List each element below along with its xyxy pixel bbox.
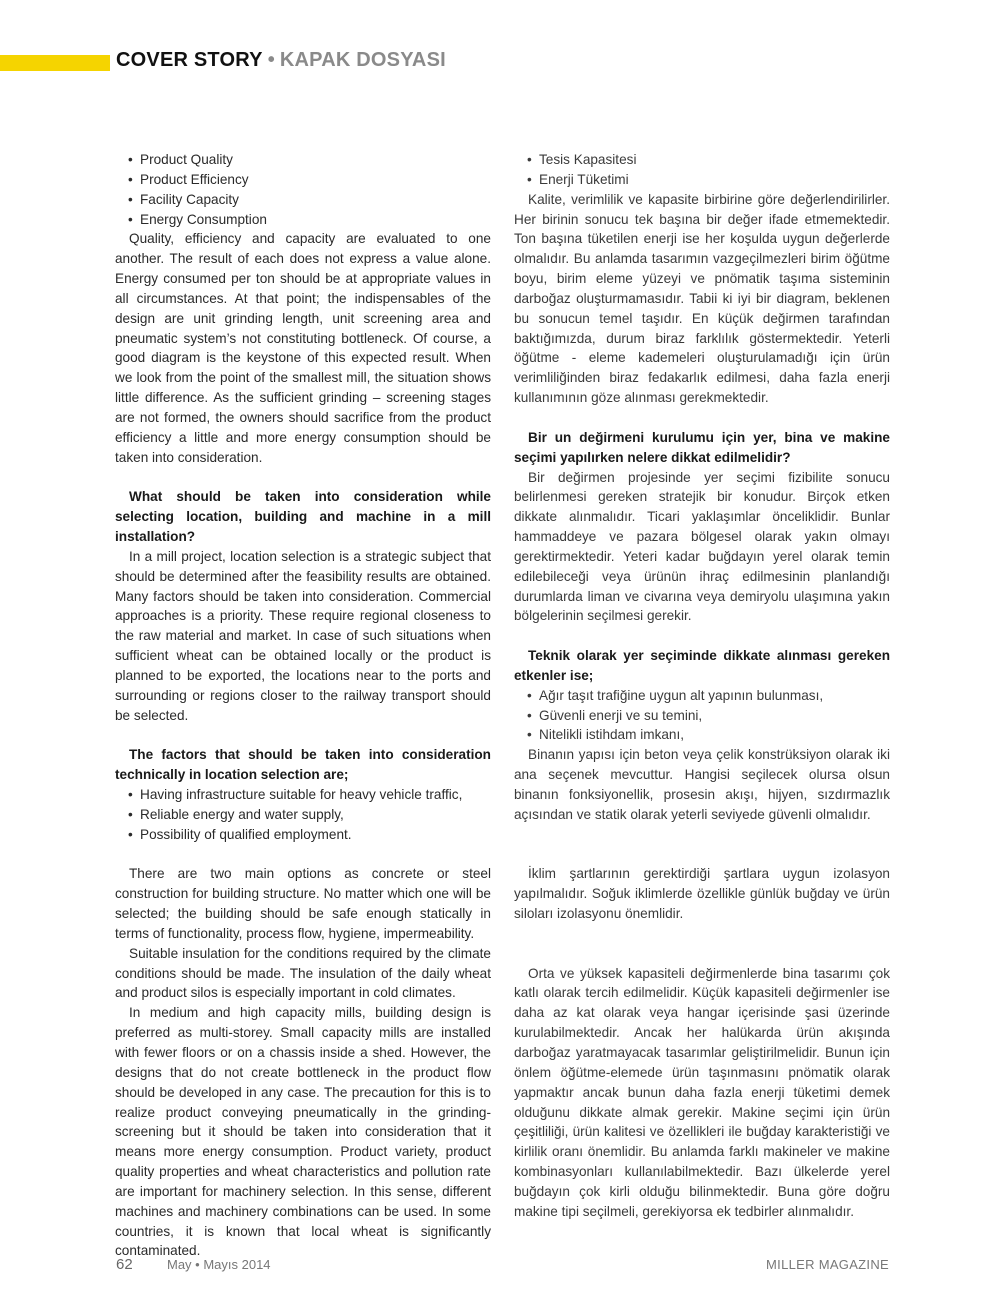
bullet-item: • Güvenli enerji ve su temini, bbox=[514, 706, 890, 726]
body-paragraph: Binanın yapısı için beton veya çelik konstrüksiyon olarak iki ana seçenek mevcuttur. Hangisi seçilecek olursa olsun binanın fonksiyonellik, prosesin akışı, hijyen, sızdırmazlık açısından ve statik olarak yeterli seviyede güvenli olmalıdır. bbox=[514, 747, 890, 822]
page-number: 62 bbox=[116, 1256, 133, 1273]
header-accent-bar bbox=[0, 55, 110, 71]
body-paragraph: Kalite, verimlilik ve kapasite birbirine göre değerlendirilirler. Her birinin sonucu tek başına bir değer ifade etmemektedir. Ton başına tüketilen enerji ise her koşulda uygun değerlerde olmalıdır. Bu anlamda tasarımın vazgeçilmezleri birim öğütme boyu, birim eleme yüzeyi ve pnömatik taşıma sisteminin darboğaz oluşturmamasıdır. Tabii ki iyi bir diagram, beklenen bu sonucun temel taşıdır. En küçük değirmen tarafından baktığımızda, durum biraz farklılık göstermektedir. Yeterli öğütme - eleme kademeleri oluşturulamadığı için ürün verimliliğinden biraz fedakarlık edilmesi, daha fazla enerji kullanımının göze alınması gerekmektedir. bbox=[514, 191, 890, 406]
header-separator: • bbox=[267, 49, 275, 71]
body-paragraph: In medium and high capacity mills, building design is preferred as multi-storey. Small capacity mills are installed with fewer floors or on a chassis inside a shed. However, the designs that do not create bottleneck in the product flow should be developed in any case. The precaution for this is to realize product conveying pneumatically in the grinding-screening but it should be taken into consideration that it means more energy consumption. Product variety, product quality properties and wheat characteristics and pollution rate are important for machinery selection. In this sense, different machines and machinery combinations can be used. In some countries, it is known that local wheat is significantly contaminated. bbox=[115, 1005, 491, 1259]
magazine-name: MILLER MAGAZINE bbox=[766, 1257, 889, 1272]
header-title-tr: KAPAK DOSYASI bbox=[279, 49, 446, 71]
bullet-item: • Energy Consumption bbox=[115, 210, 491, 230]
right-column-turkish bbox=[514, 150, 890, 1222]
body-paragraph: Bir değirmen projesinde yer seçimi fizibilite sonucu belirlenmesi gereken stratejik bir konudur. Birçok etken dikkate alınmalıdır. Ticari yaklaşımlar önceliklidir. Bunlar hammaddeye ve pazara bölgesel olarak yakın olmayı gerektirmektedir. Yeteri kadar buğdayın yerel olarak temin edilebileceği veya ürünün ihraç edilmesinin planlandığı durumlarda liman ve civarına veya demiryolu ulaşımına yakın bölgelerinin seçilmesi gerekir. bbox=[514, 469, 890, 624]
question-heading: Bir un değirmeni kurulumu için yer, bina ve makine seçimi yapılırken nelere dikkat edilmelidir? bbox=[514, 429, 890, 465]
body-paragraph: Suitable insulation for the conditions required by the climate conditions should be made. The insulation of the daily wheat and product silos is especially important in cold climates. bbox=[115, 945, 491, 1001]
bullet-item: • Product Quality bbox=[115, 150, 491, 170]
bullet-item: • Having infrastructure suitable for heavy vehicle traffic, bbox=[115, 785, 491, 805]
question-heading: The factors that should be taken into consideration technically in location selection are; bbox=[115, 747, 491, 783]
header-title-en: COVER STORY bbox=[116, 49, 263, 71]
left-column-english bbox=[115, 150, 491, 1261]
bullet-item: • Enerji Tüketimi bbox=[514, 170, 890, 190]
body-paragraph: There are two main options as concrete or steel construction for building structure. No matter which one will be selected; the building should be safe enough statically in terms of functionality, process flow, hygiene, impermeability. bbox=[115, 866, 491, 941]
body-paragraph: Quality, efficiency and capacity are evaluated to one another. The result of each does not express a value alone. Energy consumed per ton should be at appropriate values in all circumstances. At that point; the indispensables of the design are unit grinding length, unit screening area and pneumatic system’s not constituting bottleneck. Of course, a good diagram is the keystone of this expected result. When we look from the point of the smallest mill, the situation shows little difference. As the sufficient grinding – screening stages are not formed, the owners should sacrifice from the product efficiency a little and more energy consumption should be taken into consideration. bbox=[115, 231, 491, 465]
body-paragraph: İklim şartlarının gerektirdiği şartlara uygun izolasyon yapılmalıdır. Soğuk iklimlerde özellikle günlük buğday ve ürün siloları izolasyonu önemlidir. bbox=[514, 866, 890, 922]
section-header bbox=[116, 49, 446, 72]
bullet-item: • Facility Capacity bbox=[115, 190, 491, 210]
question-heading: Teknik olarak yer seçiminde dikkate alınması gereken etkenler ise; bbox=[514, 648, 890, 683]
issue-date: May • Mayıs 2014 bbox=[167, 1257, 271, 1272]
bullet-item: • Ağır taşıt trafiğine uygun alt yapının bulunması, bbox=[514, 686, 890, 706]
body-paragraph: Orta ve yüksek kapasiteli değirmenlerde bina tasarımı çok katlı olarak tercih edilmelidir. Küçük kapasiteli değirmenler ise daha az kat olarak veya hangar içerisinde şasi üzerinde kurulabilmektedir. Ancak her halükarda ürün akışında darboğaz yaratmayacak tasarımlar geliştirilmelidir. Bunun için önlem öğütme-elemede ürün taşınmasını pnömatik olarak yapmaktır ancak bunun daha fazla enerji tüketimi demek olduğunu dikkate almak gerekir. Makine seçimi için ürün çeşitliliği, ürün kalitesi ve özellikleri ile buğday karakteristiği ve kirlilik oranı önemlidir. Bu anlamda farklı makineler ve makine kombinasyonları kullanılabilmektedir. Bazı ülkelerde yerel buğdayın çok kirli olduğu bilinmektedir. Buna göre doğru makine tipi seçilmeli, gerekiyorsa ek tedbirler alınmalıdır. bbox=[514, 965, 890, 1219]
bullet-item: • Reliable energy and water supply, bbox=[115, 805, 491, 825]
question-heading: What should be taken into consideration while selecting location, building and machine in a mill installation? bbox=[115, 489, 491, 545]
body-paragraph: In a mill project, location selection is a strategic subject that should be determined after the feasibility results are obtained. Many factors should be taken into consideration. Commercial approaches is a priority. These require regional closeness to the raw material and market. In case of such situations when sufficient wheat can be obtained locally or the product is planned to be exported, the locations near to the ports and surrounding or regions closer to the railway transport should be selected. bbox=[115, 548, 491, 723]
bullet-item: • Product Efficiency bbox=[115, 170, 491, 190]
bullet-item: • Tesis Kapasitesi bbox=[514, 150, 890, 170]
bullet-item: • Possibility of qualified employment. bbox=[115, 825, 491, 845]
bullet-item: • Nitelikli istihdam imkanı, bbox=[514, 725, 890, 745]
